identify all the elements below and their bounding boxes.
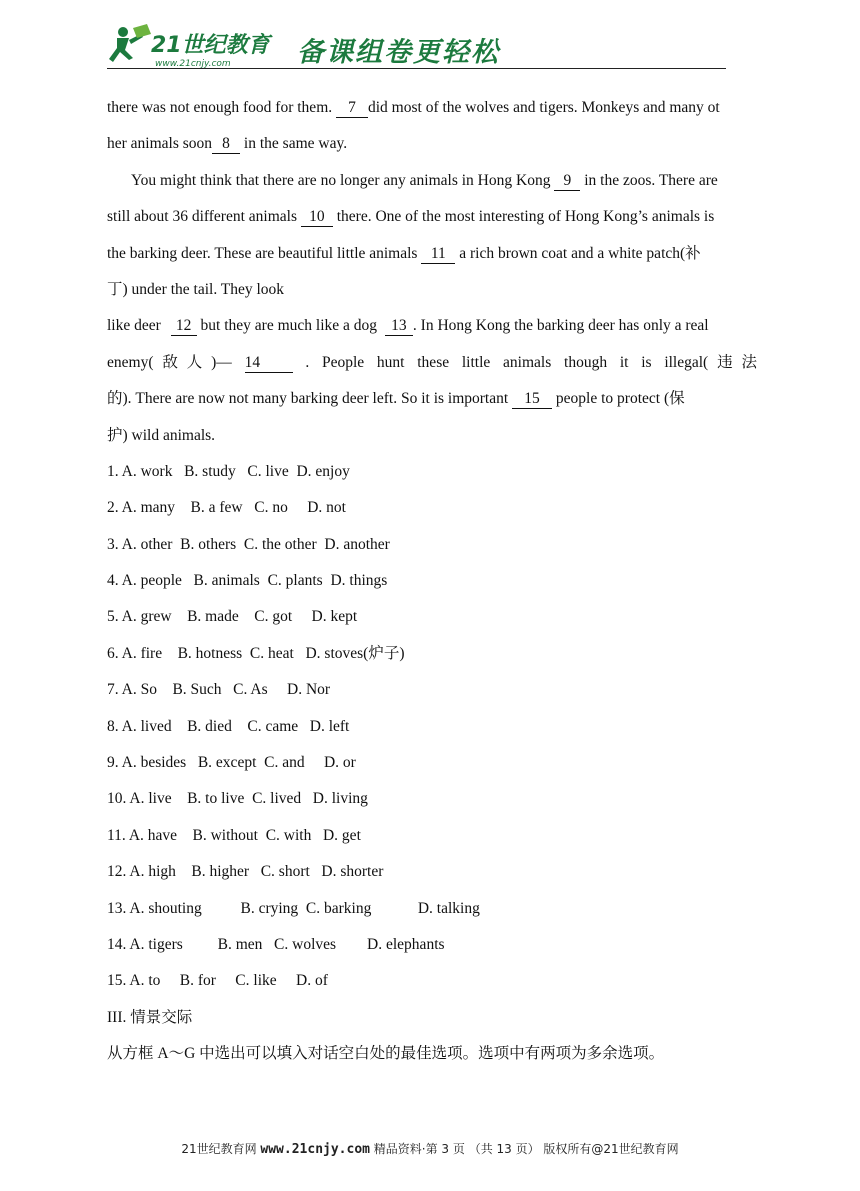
header-slogan: 备课组卷更轻松 — [297, 37, 500, 68]
page-header — [107, 22, 727, 72]
question-1: 1. A. work B. study C. live D. enjoy — [107, 462, 350, 480]
passage-line: 的). There are now not many barking deer left. So it is important 15 people to protect (保 — [107, 390, 685, 408]
logo-icon — [107, 24, 287, 68]
question-12: 12. A. high B. higher C. short D. shorter — [107, 863, 384, 881]
logo-url: www.21cnjy.com — [155, 59, 231, 68]
passage-line: still about 36 different animals 10 there. One of the most interesting of Hong Kong’s animals is — [107, 208, 715, 226]
question-9: 9. A. besides B. except C. and D. or — [107, 754, 356, 772]
blank-11: 11 — [421, 245, 455, 264]
passage-line: You might think that there are no longer any animals in Hong Kong 9 in the zoos. There are — [131, 171, 718, 189]
blank-9: 9 — [554, 172, 580, 191]
passage-line: enemy(敌人)— 14 . People hunt these little animals though it is illegal(违法 — [107, 353, 757, 371]
passage-line: 护) wild animals. — [107, 426, 216, 444]
question-4: 4. A. people B. animals C. plants D. things — [107, 572, 388, 590]
question-7: 7. A. So B. Such C. As D. Nor — [107, 681, 331, 699]
question-14: 14. A. tigers B. men C. wolves D. elephants — [107, 935, 445, 953]
question-10: 10. A. live B. to live C. lived D. living — [107, 790, 368, 808]
blank-12: 12 — [171, 317, 197, 336]
passage-line: the barking deer. These are beautiful little animals 11 a rich brown coat and a white patch(补 — [107, 244, 701, 262]
section-instruction: 从方框 A～G 中选出可以填入对话空白处的最佳选项。选项中有两项为多余选项。 — [107, 1045, 665, 1063]
blank-13: 13 — [385, 317, 413, 336]
section-heading: III. 情景交际 — [107, 1008, 193, 1026]
passage-line: her animals soon 8 in the same way. — [107, 135, 348, 153]
page-footer — [0, 1140, 860, 1157]
blank-10: 10 — [301, 208, 333, 227]
question-2: 2. A. many B. a few C. no D. not — [107, 499, 346, 517]
blank-14: 14 — [245, 354, 293, 373]
question-3: 3. A. other B. others C. the other D. another — [107, 535, 390, 553]
passage-line: like deer 12 but they are much like a dog 13 . In Hong Kong the barking deer has only a real — [107, 317, 709, 335]
question-13: 13. A. shouting B. crying C. barking D. talking — [107, 899, 480, 917]
passage-line: there was not enough food for them. 7 did most of the wolves and tigers. Monkeys and many ot — [107, 99, 720, 116]
footer-right: 精品资料·第 3 页 （共 13 页） 版权所有@21世纪教育网 — [369, 1142, 679, 1156]
footer-site-link[interactable]: www.21cnjy.com — [260, 1142, 370, 1157]
passage-line: 丁) under the tail. They look — [107, 280, 285, 298]
question-8: 8. A. lived B. died C. came D. left — [107, 717, 350, 735]
footer-left: 21世纪教育网 — [181, 1142, 261, 1156]
blank-8: 8 — [212, 135, 240, 154]
blank-15: 15 — [512, 390, 552, 409]
question-5: 5. A. grew B. made C. got D. kept — [107, 608, 358, 626]
logo-text: 21世纪教育 — [151, 33, 270, 58]
question-11: 11. A. have B. without C. with D. get — [107, 826, 361, 844]
header-divider — [107, 68, 726, 69]
document-body — [107, 90, 757, 1073]
question-6: 6. A. fire B. hotness C. heat D. stoves(炉子) — [107, 644, 405, 662]
question-15: 15. A. to B. for C. like D. of — [107, 972, 328, 990]
blank-7: 7 — [336, 99, 368, 118]
